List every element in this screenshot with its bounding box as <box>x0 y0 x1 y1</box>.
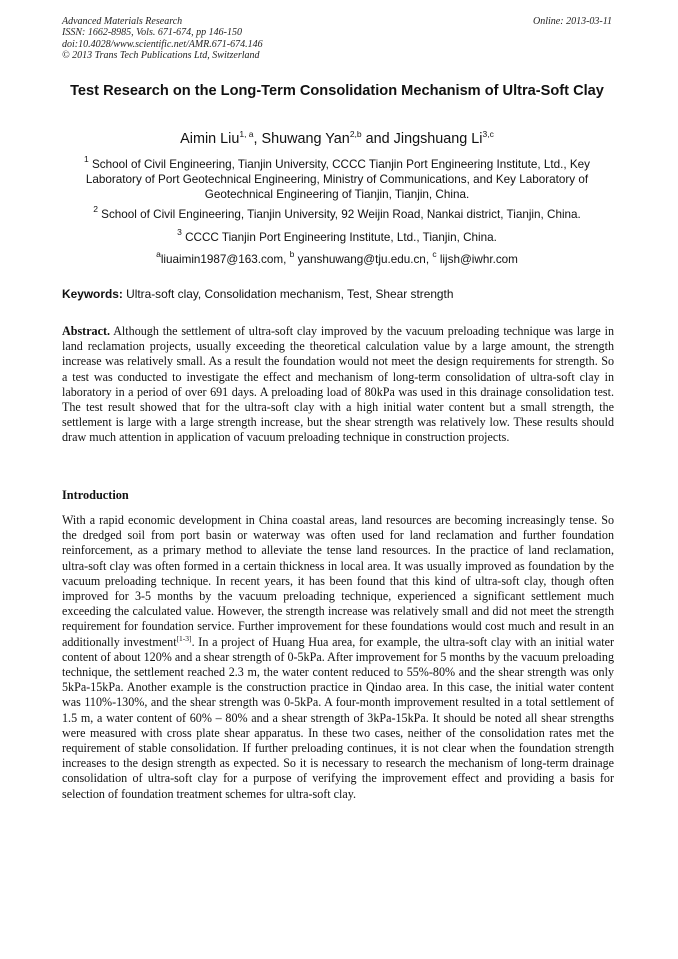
email-address[interactable]: yanshuwang@tju.edu.cn <box>297 253 426 266</box>
affiliation-text: School of Civil Engineering, Tianjin University, CCCC Tianjin Port Engineering Institute, Ltd., Key Laboratory of Port Geotechnical Engineering, Ministry of Communications, and Key Laboratory of Geotechnical Engineering of Tianjin, Tianjin, China. <box>85 158 591 202</box>
author-name: Jingshuang Li <box>393 131 483 147</box>
author-name: Shuwang Yan <box>261 131 350 147</box>
journal-info <box>62 16 263 62</box>
intro-text-part1: With a rapid economic development in China coastal areas, land resources are becoming increasingly tense. So the dredged soil from port basin or waterway was often used for land reclamation and further foundation reinforcement, as a primary method to alleviate the tense land resources. In the practice of land reclamation, ultra-soft clay was often formed in a certain thickness in local area. It was usually improved as foundation by the vacuum preloading technique. In recent years, it has been found that this kind of ultra-soft clay, though often improved for 3-5 months by the vacuum preloading technique, experienced a significant settlement much exceeding the calculated value. However, the strength increase was relatively small and did not meet the strength requirement for foundation service. Further improvement for these foundations would cost much and result in an additionally investment <box>62 513 614 649</box>
abstract <box>62 324 614 446</box>
introduction-paragraph <box>62 513 614 802</box>
affiliation-text: CCCC Tianjin Port Engineering Institute, Ltd., Tianjin, China. <box>185 231 497 244</box>
affiliation-3 <box>62 227 612 245</box>
email-separator: , <box>283 253 290 266</box>
affiliation-number: 2 <box>93 204 98 214</box>
abstract-label: Abstract. <box>62 324 111 338</box>
author-affiliation-mark: 3,c <box>482 129 494 139</box>
email-list <box>62 249 612 267</box>
author-list <box>62 130 612 148</box>
affiliation-number: 3 <box>177 227 182 237</box>
author-separator: , <box>253 131 262 147</box>
online-date: Online: 2013-03-11 <box>533 16 612 27</box>
author-separator: and <box>361 131 394 147</box>
affiliation-number: 1 <box>83 154 89 164</box>
affiliation-text: School of Civil Engineering, Tianjin University, 92 Weijin Road, Nankai district, Tianjin, China. <box>101 208 581 221</box>
affiliation-2 <box>62 204 612 222</box>
email-mark: b <box>289 249 295 259</box>
journal-copyright: © 2013 Trans Tech Publications Ltd, Switzerland <box>62 50 260 62</box>
journal-issn: ISSN: 1662-8985, Vols. 671-674, pp 146-150 <box>62 27 242 39</box>
email-separator: , <box>425 253 433 266</box>
author-affiliation-mark: 1, a <box>239 129 254 139</box>
email-address[interactable]: liuaimin1987@163.com <box>160 253 284 266</box>
paper-title: Test Research on the Long-Term Consolidation Mechanism of Ultra-Soft Clay <box>70 83 604 99</box>
email-mark: c <box>432 249 437 259</box>
keywords-label: Keywords: <box>62 287 123 301</box>
email-address[interactable]: lijsh@iwhr.com <box>439 253 518 266</box>
email-mark: a <box>156 249 161 259</box>
author-affiliation-mark: 2,b <box>349 129 362 139</box>
citation: [1-3] <box>176 633 192 643</box>
journal-header <box>62 16 612 62</box>
journal-name: Advanced Materials Research <box>62 16 183 27</box>
abstract-text: Although the settlement of ultra-soft clay improved by the vacuum preloading technique was large in land reclamation projects, usually exceeding the theoretical calculation value by a large amount, the strength increase was relatively small. As a result the foundation would not meet the design requirements for strength. So a test was conducted to investigate the effect and mechanism of long-term consolidation of ultra-soft clay in laboratory in a period of over 691 days. A preloading load of 80kPa was used in this drainage consolidation test. The test result showed that for the ultra-soft clay with a high initial water content but a small strength, the settlement is large with a large strength increase, but the shear strength was relatively low. These results should draw much attention in application of vacuum preloading technique in construction projects. <box>62 324 615 445</box>
intro-text-part2: . In a project of Huang Hua area, for example, the ultra-soft clay with an initial water content of about 120% and a shear strength of 0-5kPa. After improvement for 5 months by the vacuum preloading technique, the settlement reached 2.3 m, the water content reduced to 55%-80% and the shear strength was only 5kPa-15kPa. Another example is the construction practice in Qindao area. In this case, the initial water content was 110%-130%, and the shear strength was 0-5kPa. A four-month improvement resulted in a total settlement of 1.5 m, a water content of 60% – 80% and a shear strength of 3kPa-15kPa. It should be noted all shear strengths were measured with cross plate shear apparatus. In these two cases, neither of the consolidation rates met the requirement of stable consolidation. If further preloading continues, it is not clear when the foundation strength increases to the design strength as expected. So it is necessary to research the mechanism of long-term drainage consolidation of ultra-soft clay for a purpose of verifying the improvement effect and providing a basis for selection of foundation treatment schemes for ultra-soft clay. <box>62 634 614 801</box>
author-name: Aimin Liu <box>180 131 240 147</box>
keywords <box>62 287 612 302</box>
keywords-text: Ultra-soft clay, Consolidation mechanism, Test, Shear strength <box>126 287 454 301</box>
affiliation-1 <box>62 154 612 203</box>
section-heading-introduction: Introduction <box>62 488 129 502</box>
journal-doi: doi:10.4028/www.scientific.net/AMR.671-674.146 <box>62 38 263 50</box>
